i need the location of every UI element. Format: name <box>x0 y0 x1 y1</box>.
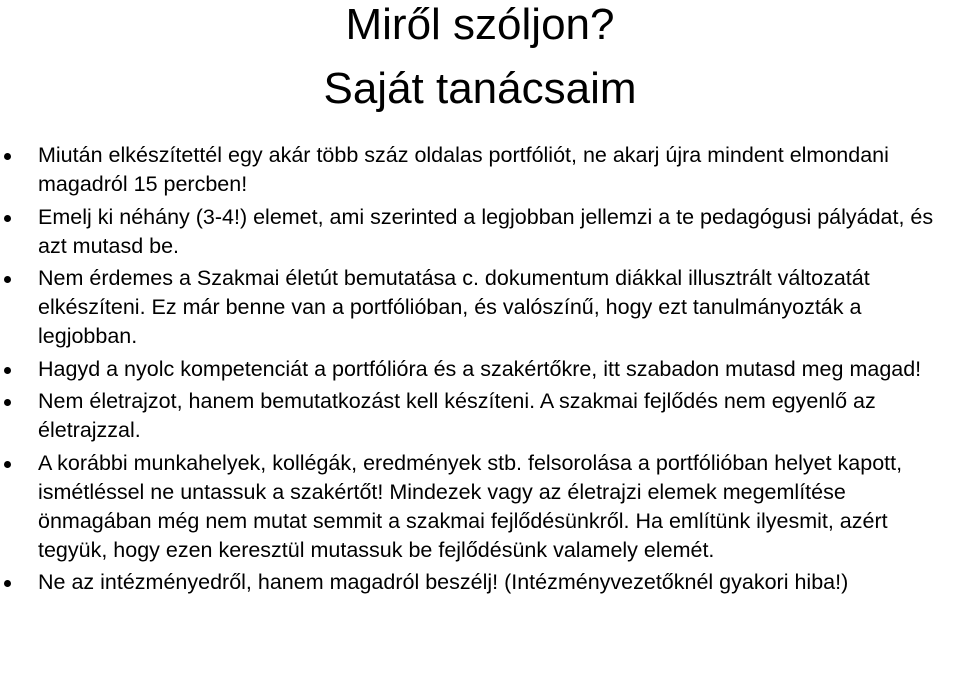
bullet-item <box>0 264 960 351</box>
bullet-dot-icon <box>4 215 11 222</box>
bullet-item <box>0 203 960 261</box>
bullet-item <box>0 387 960 445</box>
bullet-text: Ne az intézményedről, hanem magadról beszélj! (Intézményvezetőknél gyakori hiba!) <box>38 570 849 594</box>
bullet-item <box>0 449 960 565</box>
bullet-text: Hagyd a nyolc kompetenciát a portfólióra és a szakértőkre, itt szabadon mutasd meg magad! <box>38 356 922 381</box>
bullet-dot-icon <box>4 276 11 283</box>
bullet-item <box>0 568 960 597</box>
bullet-text: Miután elkészítettél egy akár több száz oldalas portfóliót, ne akarj újra mindent elmondani magadról 15 percben! <box>38 143 889 196</box>
bullet-dot-icon <box>4 461 11 468</box>
title-line-2: Saját tanácsaim <box>323 64 637 113</box>
bullet-text: A korábbi munkahelyek, kollégák, eredmények stb. felsorolása a portfólióban helyet kapott, ismétléssel ne untassuk a szakértőt! Mindezek vagy az életrajzi elemek megemlítése önmagában még nem mutat semmit a szakmai fejlődésünkről. Ha említünk ilyesmit, azért tegyük, hogy ezen keresztül mutassuk be fejlődésünk valamely elemét. <box>38 450 903 562</box>
bullet-dot-icon <box>4 367 11 374</box>
bullet-dot-icon <box>4 153 11 160</box>
bullet-text: Nem érdemes a Szakmai életút bemutatása c. dokumentum diákkal illusztrált változatát elkészíteni. Ez már benne van a portfólióban, és valószínű, hogy ezt tanulmányozták a legjobban. <box>38 266 870 348</box>
bullet-dot-icon <box>4 580 11 587</box>
title-line-1: Miről szóljon? <box>345 0 615 49</box>
bullet-text: Nem életrajzot, hanem bemutatkozást kell készíteni. A szakmai fejlődés nem egyenlő az életrajzzal. <box>38 389 876 442</box>
bullet-dot-icon <box>4 399 11 406</box>
bullet-item <box>0 355 960 384</box>
slide-title <box>0 0 960 114</box>
bullet-list <box>0 141 960 601</box>
bullet-text: Emelj ki néhány (3-4!) elemet, ami szerinted a legjobban jellemzi a te pedagógusi pályádat, és azt mutasd be. <box>38 204 934 258</box>
bullet-item <box>0 141 960 199</box>
